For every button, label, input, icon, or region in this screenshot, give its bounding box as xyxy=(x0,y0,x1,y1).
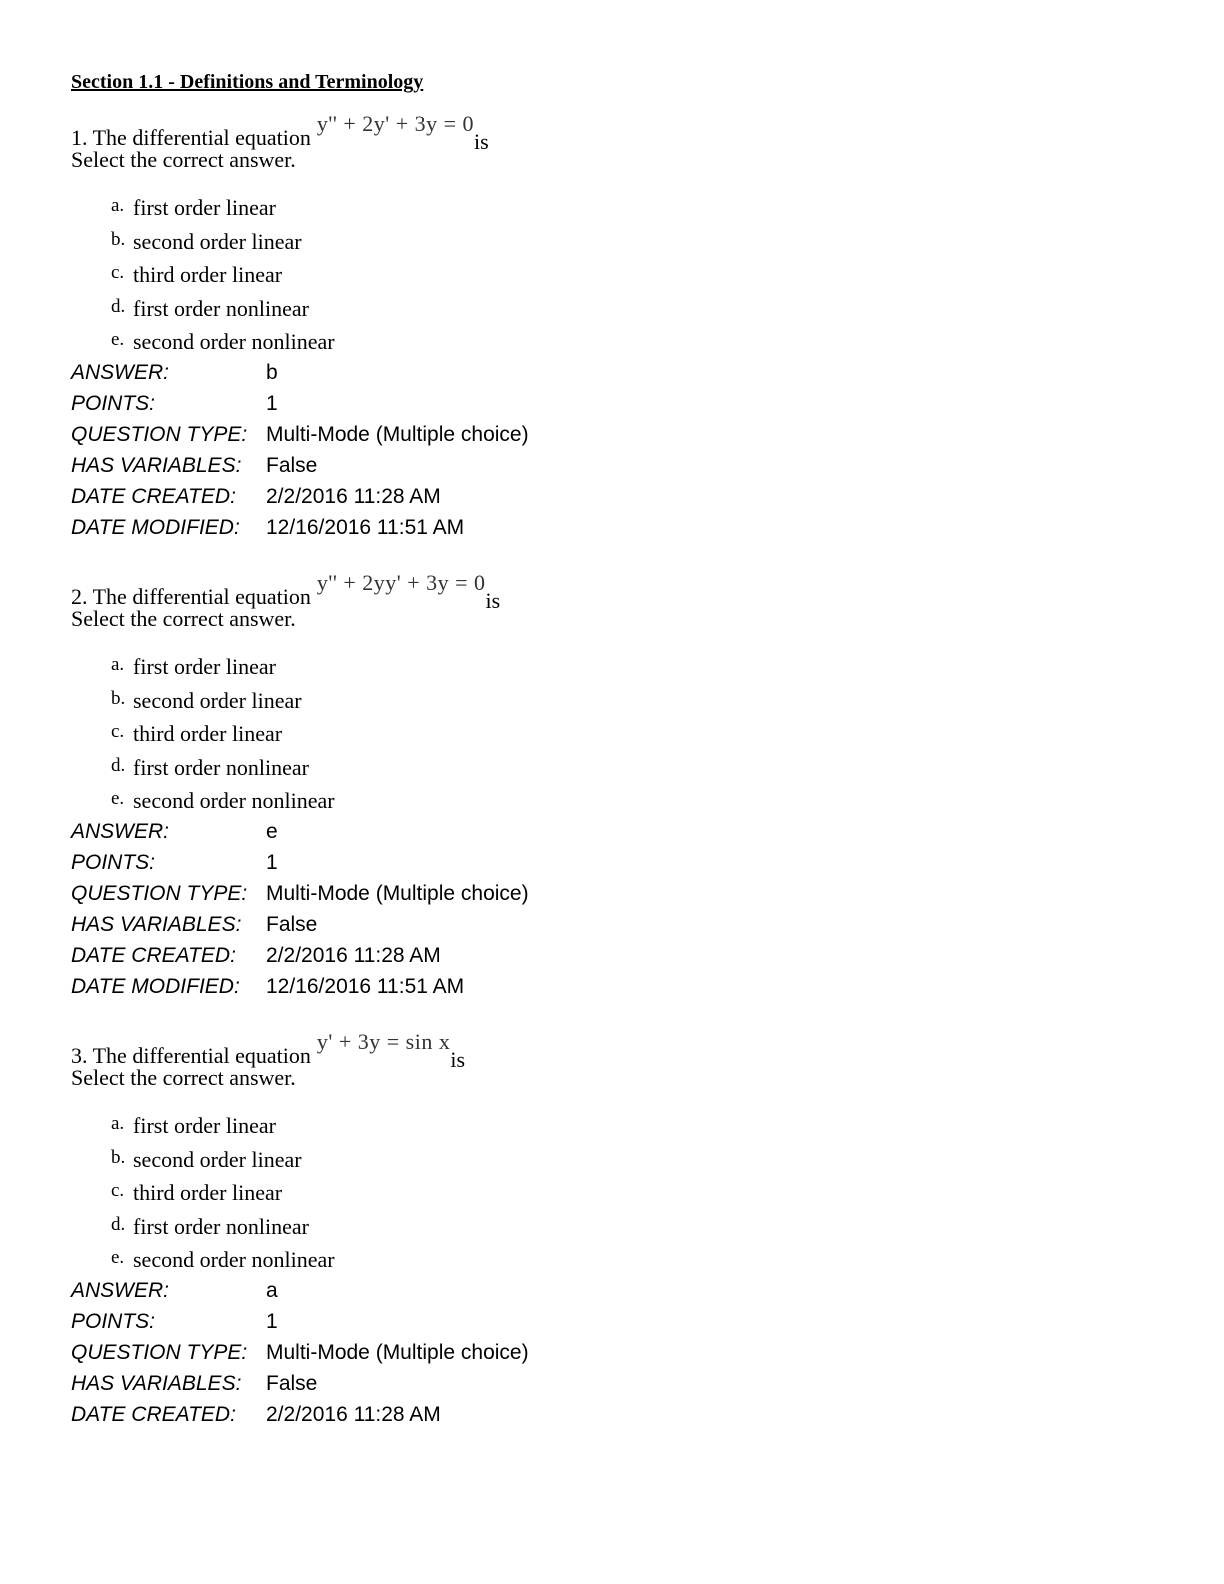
choice-b xyxy=(111,228,1071,262)
choice-text: first order linear xyxy=(133,195,276,220)
choice-letter: e. xyxy=(111,1247,125,1268)
meta-date-created xyxy=(71,940,1071,971)
choice-letter: c. xyxy=(111,1180,125,1201)
choice-letter: d. xyxy=(111,1213,126,1235)
meta-date-modified xyxy=(71,512,1071,543)
stem-suffix: is xyxy=(450,1047,466,1072)
choice-text: third order linear xyxy=(133,1180,283,1205)
question-stem xyxy=(71,111,1071,154)
choice-text: third order linear xyxy=(133,262,283,287)
meta-value: 1 xyxy=(266,850,278,874)
question-number: 1. xyxy=(71,125,88,150)
question-stem xyxy=(71,1029,1071,1072)
answer-choices xyxy=(111,653,1071,821)
meta-answer xyxy=(71,357,1071,388)
choice-text: second order linear xyxy=(133,228,302,254)
meta-points xyxy=(71,1306,1071,1337)
meta-value: 12/16/2016 11:51 AM xyxy=(266,516,465,540)
meta-value: e xyxy=(266,819,278,843)
choice-letter: a. xyxy=(111,195,125,216)
question-prompt: Select the correct answer. xyxy=(71,606,296,631)
question-prompt: Select the correct answer. xyxy=(71,1065,296,1090)
question-2 xyxy=(71,570,1071,1003)
choice-d xyxy=(111,295,1071,329)
meta-has-variables xyxy=(71,909,1071,940)
meta-value: Multi-Mode (Multiple choice) xyxy=(266,422,529,446)
choice-text: second order nonlinear xyxy=(133,1247,335,1272)
question-prompt: Select the correct answer. xyxy=(71,147,296,172)
choice-a xyxy=(111,653,1071,687)
choice-c xyxy=(111,261,1071,295)
choice-text: second order linear xyxy=(133,687,302,713)
choice-letter: b. xyxy=(111,1146,126,1168)
choice-text: first order linear xyxy=(133,1113,276,1138)
question-metadata xyxy=(71,816,1071,1003)
question-stem-label: The differential equation xyxy=(92,125,311,150)
question-stem-text xyxy=(71,1041,311,1071)
choice-text: first order nonlinear xyxy=(133,295,309,321)
meta-key: QUESTION TYPE: xyxy=(71,881,248,905)
equation: y'' + 2y' + 3y = 0 xyxy=(316,111,475,136)
meta-key: DATE CREATED: xyxy=(71,944,236,968)
meta-key: ANSWER: xyxy=(71,819,170,843)
meta-value: 2/2/2016 11:28 AM xyxy=(266,1403,441,1427)
meta-key: QUESTION TYPE: xyxy=(71,1340,248,1364)
meta-points xyxy=(71,847,1071,878)
meta-has-variables xyxy=(71,1368,1071,1399)
question-metadata xyxy=(71,357,1071,544)
meta-value: False xyxy=(266,1372,318,1396)
meta-date-created xyxy=(71,481,1071,512)
answer-choices xyxy=(111,194,1071,362)
choice-text: first order nonlinear xyxy=(133,1213,309,1239)
choice-letter: a. xyxy=(111,654,125,675)
question-number: 3. xyxy=(71,1043,88,1068)
choice-letter: d. xyxy=(111,295,126,317)
meta-value: 2/2/2016 11:28 AM xyxy=(266,485,441,509)
choice-a xyxy=(111,1112,1071,1146)
choice-letter: d. xyxy=(111,754,126,776)
meta-answer xyxy=(71,1275,1071,1306)
choice-a xyxy=(111,194,1071,228)
meta-key: HAS VARIABLES: xyxy=(71,913,242,937)
question-number: 2. xyxy=(71,584,88,609)
choice-d xyxy=(111,1213,1071,1247)
meta-key: ANSWER: xyxy=(71,360,170,384)
choice-letter: e. xyxy=(111,329,125,350)
meta-key: DATE MODIFIED: xyxy=(71,975,240,999)
question-3 xyxy=(71,1029,1071,1430)
choice-text: second order nonlinear xyxy=(133,329,335,354)
meta-key: POINTS: xyxy=(71,391,156,415)
meta-answer xyxy=(71,816,1071,847)
choice-text: second order linear xyxy=(133,1146,302,1172)
meta-key: ANSWER: xyxy=(71,1278,170,1302)
meta-key: HAS VARIABLES: xyxy=(71,454,242,478)
meta-value: 2/2/2016 11:28 AM xyxy=(266,944,441,968)
equation: y' + 3y = sin x xyxy=(316,1029,451,1054)
stem-suffix: is xyxy=(474,129,489,154)
meta-key: POINTS: xyxy=(71,850,156,874)
meta-date-modified xyxy=(71,971,1071,1002)
meta-value: Multi-Mode (Multiple choice) xyxy=(266,881,529,905)
choice-letter: c. xyxy=(111,721,125,742)
choice-letter: e. xyxy=(111,788,125,809)
equation: y'' + 2yy' + 3y = 0 xyxy=(316,570,486,595)
meta-value: b xyxy=(266,360,278,384)
meta-value: False xyxy=(266,913,318,937)
meta-value: 1 xyxy=(266,1309,278,1333)
meta-value: Multi-Mode (Multiple choice) xyxy=(266,1340,529,1364)
question-stem-label: The differential equation xyxy=(92,584,311,609)
meta-key: QUESTION TYPE: xyxy=(71,422,248,446)
choice-c xyxy=(111,1179,1071,1213)
question-stem-text xyxy=(71,123,311,153)
question-stem xyxy=(71,570,1071,613)
meta-points xyxy=(71,388,1071,419)
choice-d xyxy=(111,754,1071,788)
choice-c xyxy=(111,720,1071,754)
meta-value: 1 xyxy=(266,391,278,415)
meta-key: DATE CREATED: xyxy=(71,485,236,509)
meta-key: POINTS: xyxy=(71,1309,156,1333)
choice-letter: b. xyxy=(111,228,126,250)
meta-key: DATE CREATED: xyxy=(71,1403,236,1427)
question-1 xyxy=(71,111,1071,544)
question-stem-label: The differential equation xyxy=(92,1043,311,1068)
answer-choices xyxy=(111,1112,1071,1280)
choice-text: first order nonlinear xyxy=(133,754,309,780)
meta-value: a xyxy=(266,1278,278,1302)
choice-text: second order nonlinear xyxy=(133,788,335,813)
choice-letter: b. xyxy=(111,687,126,709)
choice-letter: a. xyxy=(111,1113,125,1134)
stem-suffix: is xyxy=(485,588,501,613)
choice-letter: c. xyxy=(111,262,125,283)
meta-has-variables xyxy=(71,450,1071,481)
meta-key: HAS VARIABLES: xyxy=(71,1372,242,1396)
choice-b xyxy=(111,687,1071,721)
section-title: Section 1.1 - Definitions and Terminology xyxy=(71,71,424,93)
choice-b xyxy=(111,1146,1071,1180)
meta-key: DATE MODIFIED: xyxy=(71,516,240,540)
choice-text: third order linear xyxy=(133,721,283,746)
meta-value: 12/16/2016 11:51 AM xyxy=(266,975,465,999)
meta-value: False xyxy=(266,454,318,478)
meta-question-type xyxy=(71,419,1071,450)
meta-date-created xyxy=(71,1399,1071,1430)
meta-question-type xyxy=(71,1337,1071,1368)
meta-question-type xyxy=(71,878,1071,909)
question-stem-text xyxy=(71,582,311,612)
choice-text: first order linear xyxy=(133,654,276,679)
question-metadata xyxy=(71,1275,1071,1431)
